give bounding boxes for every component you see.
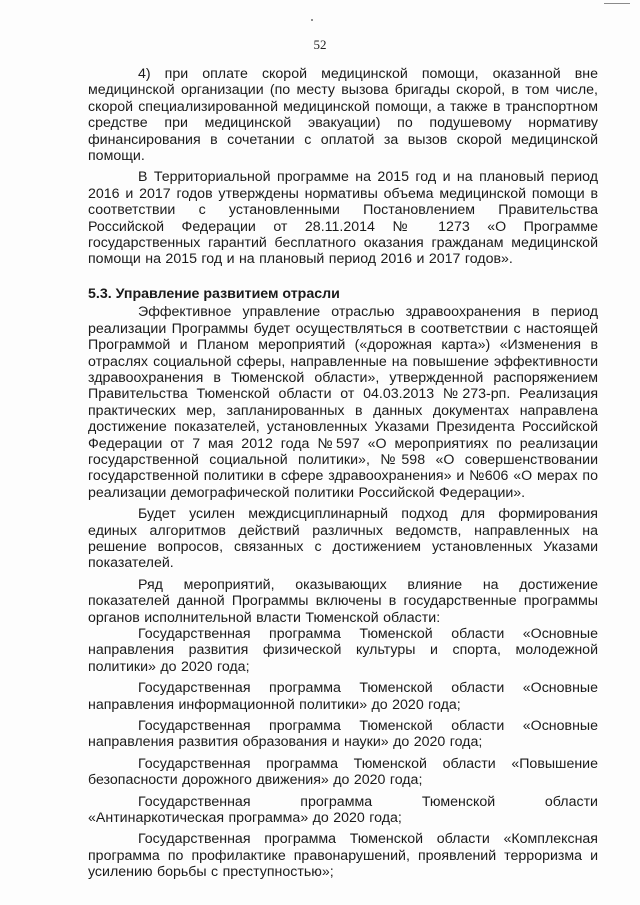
program-item-information: Государственная программа Тюменской области «Основные направления информационной политики» до 2020 года; (88, 680, 598, 713)
document-body (88, 66, 598, 881)
program-item-education: Государственная программа Тюменской области «Основные направления развития образования и науки» до 2020 года; (88, 718, 598, 751)
scan-speck (311, 19, 313, 21)
scan-corner-mark (604, 3, 630, 4)
paragraph-interdisciplinary-approach: Будет усилен междисциплинарный подход для формирования единых алгоритмов действий различных ведомств, направленных на решение вопросов, связанных с достижением установленных Указами показателей. (88, 506, 598, 572)
page-number: 52 (313, 37, 327, 52)
program-item-crime-prevention: Государственная программа Тюменской области «Комплексная программа по профилактике правонарушений, проявлений терроризма и усилению борьбы с преступностью»; (88, 831, 598, 881)
program-item-road-safety: Государственная программа Тюменской области «Повышение безопасности дорожного движения» до 2020 года; (88, 755, 598, 789)
paragraph-territorial-program: В Территориальной программе на 2015 год и на плановый период 2016 и 2017 годов утверждены нормативы объема медицинской помощи в соответствии с установленными Постановлением Правительства Российской Федерации от 28.11.2014 № 1273 «О Программе государственных гарантий бесплатного оказания гражданам медицинской помощи на 2015 год и на плановый период 2016 и 2017 годов». (88, 169, 598, 268)
paragraph-ambulance-payment: 4) при оплате скорой медицинской помощи, оказанной вне медицинской организации (по месту вызова бригады скорой, в том числе, скорой специализированной медицинской помощи, а также в транспортном средстве при медицинской эвакуации) по подушевому нормативу финансирования в сочетании с оплатой за вызов скорой медицинской помощи. (88, 66, 598, 165)
program-item-sport: Государственная программа Тюменской области «Основные направления развития физической культуры и спорта, молодежной политики» до 2020 года; (88, 626, 598, 675)
paragraph-effective-management: Эффективное управление отраслью здравоохранения в период реализации Программы будет осуществляться в соответствии с настоящей Программой и Планом мероприятий («дорожная карта») «Изменения в отраслях социальной сферы, направленные на повышение эффективности здравоохранения в Тюменской области», утвержденной распоряжением Правительства Тюменской области от 04.03.2013 №273-рп. Реализация практических мер, запланированных в данных документах направлена достижение показателей, установленных Указами Президента Российской Федерации от 7 мая 2012 года №597 «О мероприятиях по реализации государственной социальной политики», №598 «О совершенствовании государственной политики в сфере здравоохранения» и №606 «О мерах по реализации демографической политики Российской Федерации». (88, 304, 598, 501)
section-heading: 5.3. Управление развитием отрасли (88, 285, 340, 302)
paragraph-related-programs: Ряд мероприятий, оказывающих влияние на достижение показателей данной Программы включены в государственные программы органов исполнительной власти Тюменской области: (88, 576, 598, 626)
program-item-antidrug: Государственная программа Тюменской области «Антинаркотическая программа» до 2020 года; (88, 793, 598, 827)
